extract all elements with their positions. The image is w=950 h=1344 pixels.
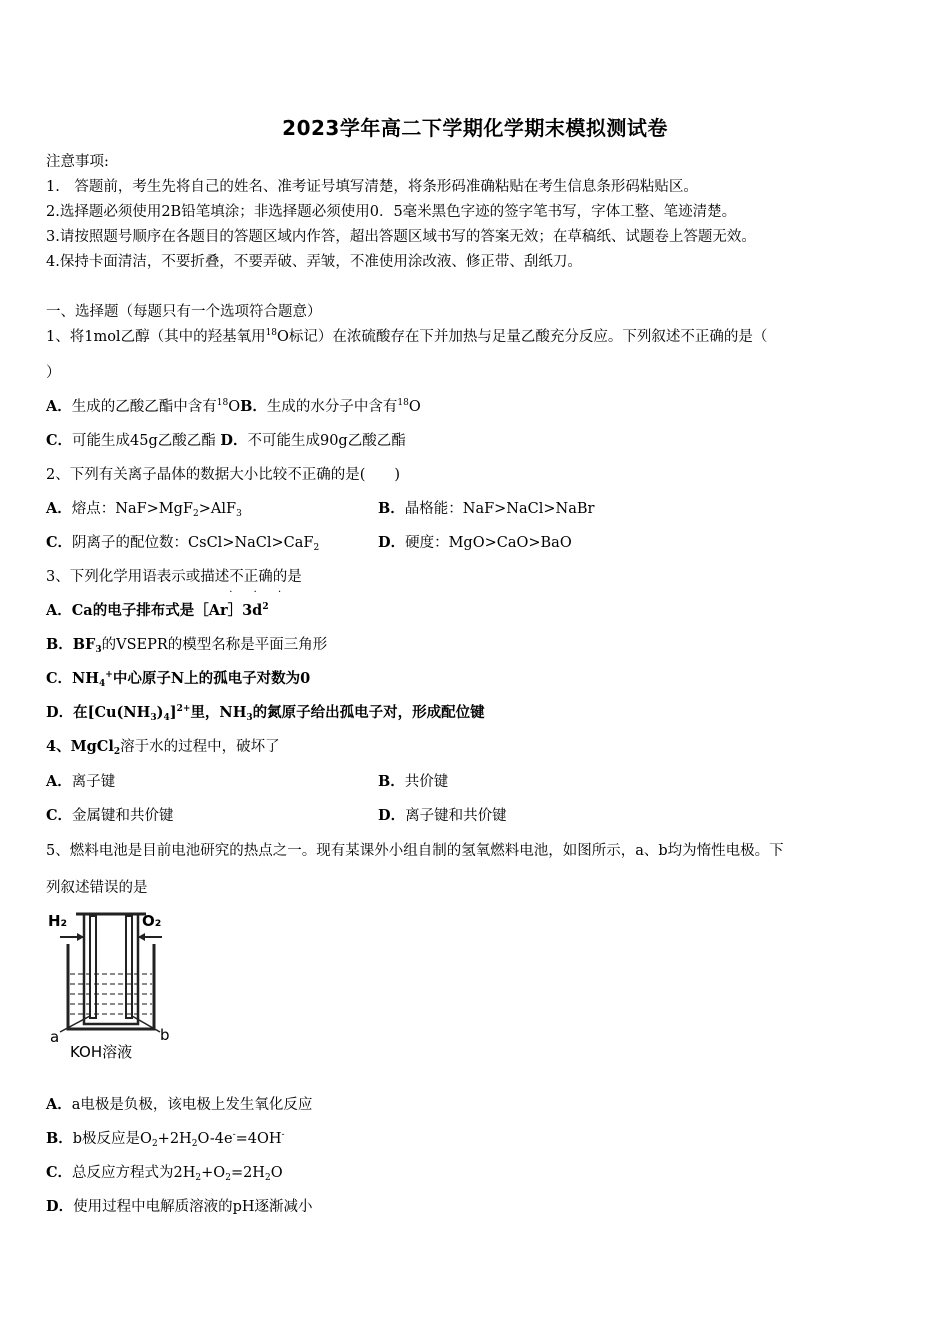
q5-option-c: C．总反应方程式为$2H_2+O_2=2H_2O$ <box>46 1164 283 1183</box>
label-a: a <box>50 1028 60 1046</box>
emphasis-dots: · · · <box>229 587 291 598</box>
q2-option-b: B．晶格能：NaF>NaCl>NaBr <box>378 500 595 517</box>
beaker-outline <box>68 944 154 1029</box>
electrode-b <box>126 916 132 1018</box>
q3-option-a: A．Ca的电子排布式是$[Ar]3d^2$ <box>46 602 269 619</box>
fuel-cell-diagram <box>46 904 176 1064</box>
q4-option-a: A．离子键 <box>46 773 116 790</box>
electrolyte-lines <box>70 974 152 1014</box>
label-b: b <box>160 1026 170 1044</box>
notice-heading: 注意事项: <box>46 154 109 170</box>
q3-option-c: C．$NH_4^+$中心原子N上的孤电子对数为0 <box>46 670 311 689</box>
q4-option-c: C．金属键和共价键 <box>46 807 174 824</box>
q3-option-b: B．$BF_3$的VSEPR的模型名称是平面三角形 <box>46 636 328 655</box>
q5-stem-line1: 5、燃料电池是目前电池研究的热点之一。现有某课外小组自制的氢氧燃料电池，如图所示，a、b均为惰性电极。下 <box>46 843 784 859</box>
fuel-cell-svg <box>46 904 176 1064</box>
label-h2: H₂ <box>48 912 68 930</box>
q1-stem: 1、将1mol乙醇（其中的羟基氧用$^{18}$O标记）在浓硫酸存在下并加热与足量乙酸充分反应。下列叙述不正确的是（ <box>46 328 768 345</box>
q1-stem-end: ） <box>46 365 61 381</box>
q2-option-a: A．熔点：NaF>MgF$_2$>AlF$_3$ <box>46 500 242 519</box>
section-heading: 一、选择题（每题只有一个选项符合题意） <box>46 304 322 320</box>
q3-option-d: D．在$[Cu(NH_3)_4]^{2+}$里，$NH_3$的氮原子给出孤电子对，形成配位键 <box>46 704 485 723</box>
label-o2: O₂ <box>142 912 162 930</box>
q5-option-d: D．使用过程中电解质溶液的pH逐渐减小 <box>46 1198 313 1215</box>
label-koh: KOH溶液 <box>70 1043 133 1061</box>
q2-option-c: C．阴离子的配位数：CsCl>NaCl>CaF$_2$ <box>46 534 320 553</box>
outer-tube <box>84 914 138 1024</box>
q5-option-b: B．b极反应是$O_2+2H_2O-4e^-=4OH^-$ <box>46 1130 285 1149</box>
emphasis-not-correct: 不正确 · · · <box>229 569 273 585</box>
q1-options-ab: A．生成的乙酸乙酯中含有$^{18}$OB．生成的水分子中含有$^{18}$O <box>46 398 421 415</box>
q4-option-d: D．离子键和共价键 <box>378 807 507 824</box>
q1-options-cd: C．可能生成45g乙酸乙酯 D．不可能生成90g乙酸乙酯 <box>46 432 406 449</box>
q5-stem-line2: 列叙述错误的是 <box>46 880 148 896</box>
notice-item-3: 3.请按照题号顺序在各题目的答题区域内作答，超出答题区域书写的答案无效；在草稿纸、试题卷上答题无效。 <box>46 229 756 245</box>
electrode-a <box>90 916 96 1018</box>
page-title: 2023学年高二下学期化学期末模拟测试卷 <box>282 116 668 140</box>
notice-item-2: 2.选择题必须使用2B铅笔填涂；非选择题必须使用0．5毫米黑色字迹的签字笔书写，字体工整、笔迹清楚。 <box>46 204 737 220</box>
q3-stem: 3、下列化学用语表示或描述不正确 · · · 的是 <box>46 567 302 587</box>
q2-option-d: D．硬度：MgO>CaO>BaO <box>378 534 572 551</box>
q2-stem: 2、下列有关离子晶体的数据大小比较不正确的是( ) <box>46 467 401 483</box>
notice-item-4: 4.保持卡面清洁，不要折叠，不要弄破、弄皱，不准使用涂改液、修正带、刮纸刀。 <box>46 254 582 270</box>
q4-stem: 4、MgCl$_2$溶于水的过程中，破坏了 <box>46 738 280 757</box>
notice-item-1: 1. 答题前，考生先将自己的姓名、准考证号填写清楚，将条形码准确粘贴在考生信息条形码粘贴区。 <box>46 179 698 195</box>
q5-option-a: A．a电极是负极，该电极上发生氧化反应 <box>46 1096 313 1113</box>
q4-option-b: B．共价键 <box>378 773 449 790</box>
